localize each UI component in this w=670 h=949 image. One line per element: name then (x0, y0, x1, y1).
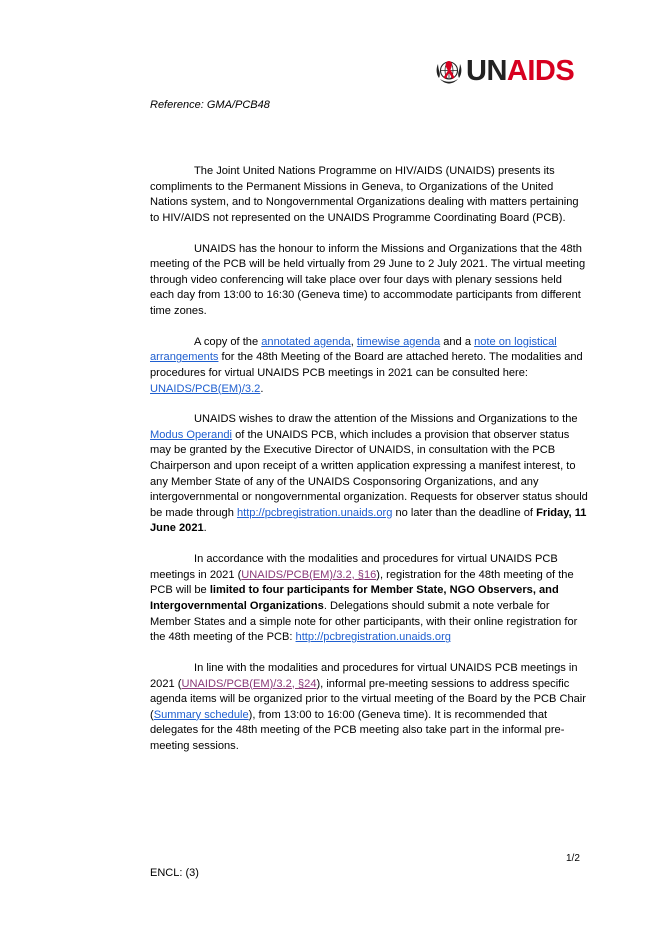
text-span: UNAIDS wishes to draw the attention of the Missions and Organizations to the (194, 413, 578, 426)
text-span: and a (440, 335, 475, 348)
reference-line: Reference: GMA/PCB48 (150, 99, 270, 111)
text-span: no later than the deadline of (392, 506, 537, 519)
text-span: In line with the modalities and procedures for virtual UNAIDS PCB meetings in 2021 ( (150, 661, 578, 690)
deadline-text: Friday, 11 June 2021 (150, 506, 587, 535)
page-number: 1/2 (566, 853, 580, 864)
text-span: of the UNAIDS PCB, which includes a provision that observer status may be granted by the Executive Director of UNAIDS, in consultation with the PCB Chairperson and upon receipt of a written application expressing a manifest interest, to any Member State of any of the UNAIDS Cosponsoring Organizations, and any intergovernmental or nongovernmental organization. Requests for observer status should be made through (150, 428, 588, 519)
unaids-logo (434, 56, 574, 86)
enclosures-note: ENCL: (3) (150, 867, 199, 879)
timewise-agenda-link[interactable]: timewise agenda (356, 335, 441, 348)
modus-operandi-link[interactable]: Modus Operandi (150, 428, 233, 441)
text-span: A copy of the (194, 335, 262, 348)
paragraph-meeting-info: UNAIDS has the honour to inform the Missions and Organizations that the 48th meeting of the PCB will be held virtually from 29 June to 2 July 2021. The virtual meeting through video conferencing will take place over four days with plenary sessions held each day from 13:00 to 16:30 (Geneva time) to accommodate participants from different time zones. (150, 242, 586, 317)
logo-un-text: UN (466, 55, 507, 87)
text-span: . (203, 522, 207, 535)
paragraph-attachments (150, 335, 588, 397)
text-span: , (350, 335, 357, 348)
logistical-arrangements-link[interactable]: note on logistical arrangements (150, 335, 557, 364)
logo-aids-text: AIDS (506, 55, 575, 87)
modalities-document-link[interactable]: UNAIDS/PCB(EM)/3.2 (150, 382, 261, 395)
paragraph-observer-status (150, 412, 588, 537)
text-span: ), informal pre-meeting sessions to address specific agenda items will be organized prior to the virtual meeting of the Board by the PCB Chair ( (150, 677, 586, 721)
paragraph-registration (150, 552, 588, 646)
letter-body (150, 164, 588, 770)
un-emblem-icon (434, 56, 464, 86)
registration-link-2[interactable]: http://pcbregistration.unaids.org (295, 631, 451, 644)
registration-link[interactable]: http://pcbregistration.unaids.org (236, 506, 393, 519)
text-span: . Delegations should submit a note verbale for Member States and a simple note for other participants, with their online registration for the 48th meeting of the PCB: (150, 600, 578, 644)
logo-wordmark (466, 56, 574, 86)
modalities-section-24-link[interactable]: UNAIDS/PCB(EM)/3.2, §24 (181, 677, 317, 690)
paragraph-intro: The Joint United Nations Programme on HIV/AIDS (UNAIDS) presents its compliments to the Permanent Missions in Geneva, to Organizations of the United Nations system, and to Nongovernmental Organizations dealing with matters pertaining to HIV/AIDS not represented on the UNAIDS Programme Coordinating Board (PCB). (150, 165, 579, 224)
annotated-agenda-link[interactable]: annotated agenda (261, 335, 351, 348)
text-span: ), from 13:00 to 16:00 (Geneva time). It is recommended that delegates for the 48th meeting of the PCB meeting also take part in the informal pre-meeting sessions. (150, 708, 565, 752)
text-span: In accordance with the modalities and procedures for virtual UNAIDS PCB meetings in 2021 ( (150, 553, 558, 581)
summary-schedule-link[interactable]: Summary schedule (153, 708, 249, 721)
text-span: for the 48th Meeting of the Board are attached hereto. The modalities and procedures for virtual UNAIDS PCB meetings in 2021 can be consulted here: (150, 351, 583, 379)
participant-limit-text: limited to four participants for Member State, NGO Observers, and Intergovernmental Organizations (150, 584, 559, 612)
paragraph-pre-meeting (150, 661, 588, 755)
modalities-section-16-link[interactable]: UNAIDS/PCB(EM)/3.2, §16 (241, 568, 377, 581)
text-span: ), registration for the 48th meeting of the PCB will be (150, 568, 574, 597)
text-span: . (260, 382, 264, 395)
